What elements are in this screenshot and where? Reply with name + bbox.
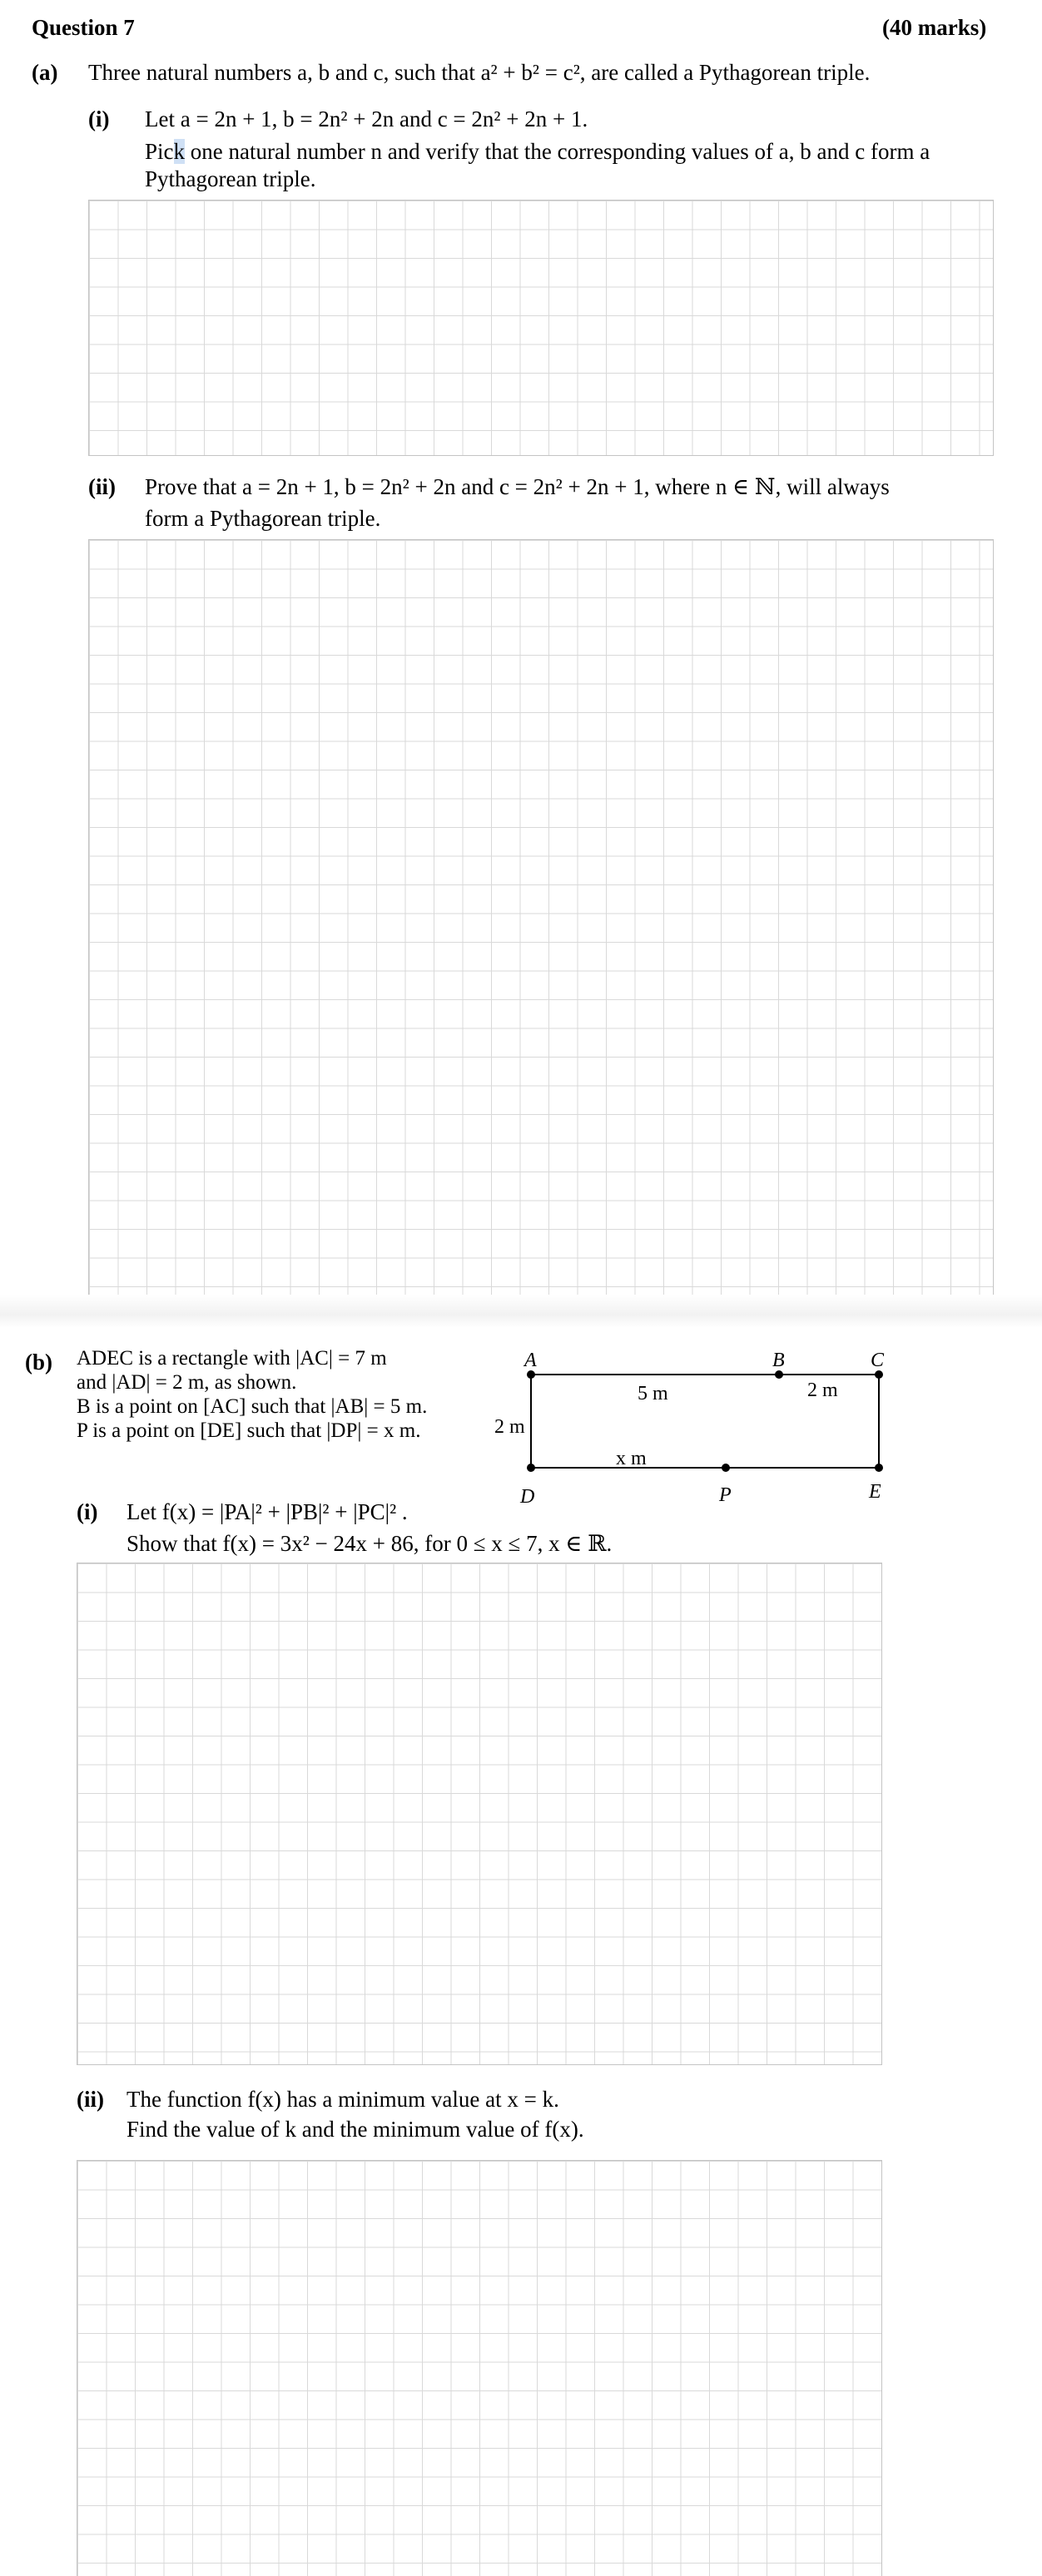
question-title: Question 7 xyxy=(32,15,135,40)
point-e xyxy=(875,1464,883,1472)
part-a-i-line1: Let a = 2n + 1, b = 2n² + 2n and c = 2n² + 2n + 1. xyxy=(145,107,588,131)
part-b-i-label: (i) xyxy=(77,1499,98,1524)
part-a-label: (a) xyxy=(32,60,58,85)
part-b-line-3: B is a point on [AC] such that |AB| = 5 m. xyxy=(77,1395,428,1418)
label-bc-length: 2 m xyxy=(807,1380,838,1401)
part-a-ii-label: (ii) xyxy=(88,474,116,499)
part-b-ii-line1: The function f(x) has a minimum value at x = k. xyxy=(127,2087,559,2112)
label-ab-length: 5 m xyxy=(638,1383,668,1404)
answer-grid-b-i[interactable] xyxy=(77,1563,882,2065)
text-selection-highlight: k xyxy=(173,139,186,164)
part-b-ii-label: (ii) xyxy=(77,2087,104,2112)
part-b-i-line2: Show that f(x) = 3x² − 24x + 86, for 0 ≤ x ≤ 7, x ∈ ℝ. xyxy=(127,1531,613,1556)
part-b-line-4: P is a point on [DE] such that |DP| = x m. xyxy=(77,1419,421,1442)
part-b-line-1: ADEC is a rectangle with |AC| = 7 m xyxy=(77,1347,387,1370)
part-a-i-line2-prefix: Pic xyxy=(145,139,174,164)
label-ad-length: 2 m xyxy=(494,1416,525,1438)
label-dp-length: x m xyxy=(616,1448,647,1469)
label-e: E xyxy=(869,1481,881,1503)
label-d: D xyxy=(520,1486,535,1508)
label-p: P xyxy=(719,1484,732,1506)
part-a-ii-line2: form a Pythagorean triple. xyxy=(145,506,381,531)
answer-grid-b-ii[interactable] xyxy=(77,2160,882,2576)
question-marks: (40 marks) xyxy=(882,15,987,40)
part-a-ii-line1: Prove that a = 2n + 1, b = 2n² + 2n and c = 2n² + 2n + 1, where n ∈ ℕ, will always xyxy=(145,474,890,499)
part-b-i-line1: Let f(x) = |PA|² + |PB|² + |PC|² . xyxy=(127,1499,408,1524)
point-p xyxy=(722,1464,730,1472)
part-b-label: (b) xyxy=(25,1350,52,1375)
part-a-i-line3: Pythagorean triple. xyxy=(145,166,316,191)
part-b-ii-line2: Find the value of k and the minimum value of f(x). xyxy=(127,2117,584,2142)
label-c: C xyxy=(871,1350,885,1371)
label-a: A xyxy=(524,1350,537,1371)
part-b-line-2: and |AD| = 2 m, as shown. xyxy=(77,1371,297,1394)
part-a-intro: Three natural numbers a, b and c, such that a² + b² = c², are called a Pythagorean triple. xyxy=(88,60,871,85)
label-b: B xyxy=(772,1350,785,1371)
part-a-i-line2-rest: one natural number n and verify that the corresponding values of a, b and c form a xyxy=(185,139,930,164)
point-d xyxy=(527,1464,535,1472)
part-a-i-label: (i) xyxy=(88,107,110,131)
